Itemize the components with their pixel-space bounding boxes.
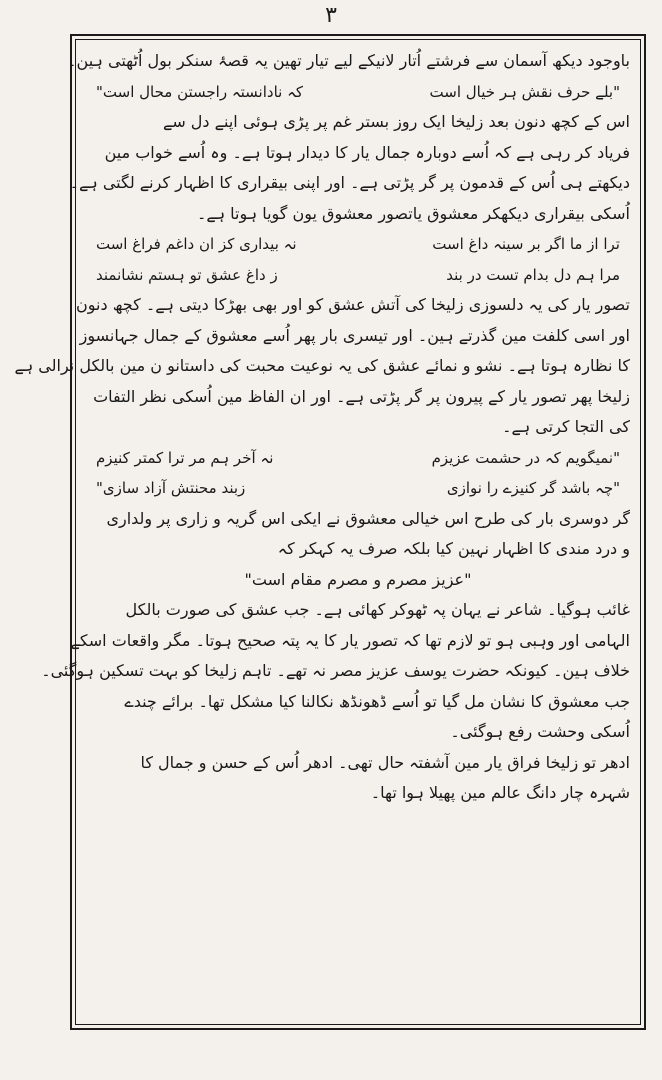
verse-second-half: ز داغ عشق تو ہستم نشانمند: [96, 265, 278, 284]
text-line: اُسکی بیقراری دیکھکر معشوق یاتصور معشوق یون گویا ہوتا ہے۔: [196, 203, 630, 223]
page-number: ۳: [325, 3, 337, 28]
verse-first-half: "چہ باشد گر کنیزے را نوازی: [446, 479, 620, 497]
verse-second-half: نہ بیداری کز ان داغم فراغ است: [96, 235, 297, 253]
text-line: شہرہ چار دانگ عالم مین پھیلا ہوا تھا۔: [370, 783, 630, 802]
verse-first-half: ترا از ما اگر بر سینہ داغ است: [432, 235, 620, 253]
text-line: اُسکی وحشت رفع ہوگئی۔: [450, 722, 630, 741]
page-body: [14, 46, 630, 809]
text-line: کا نظارہ ہوتا ہے۔ نشو و نمائے عشق کی یہ نوعیت محبت کی داستانو ن مین بالکل نرالی ہے: [14, 356, 630, 375]
centered-verse: "عزیز مصرم و مصرم مقام است": [244, 569, 472, 589]
paragraph: [86, 504, 630, 565]
verse-first-half: "نمیگویم کہ در حشمت عزیزم: [431, 448, 620, 467]
text-line: خلاف ہین۔ کیونکہ حضرت یوسف عزیز مصر نہ تھے۔ تاہم زلیخا کو بہت تسکین ہوگئی۔: [41, 661, 630, 680]
text-line: گر دوسری بار کی طرح اس خیالی معشوق نے ایکی اس گریہ و زاری پر ولداری: [106, 508, 630, 528]
text-line: باوجود دیکھ آسمان سے فرشتے اُتار لانیکے لیے تیار تھین یہ قصۂ سنکر بول اُٹھتی ہین۔: [67, 51, 630, 70]
paragraph: [41, 595, 630, 748]
verse-couplet: [86, 260, 630, 291]
text-line: زلیخا پھر تصور یار کے پیرون پر گر پڑتی ہے۔ اور ان الفاظ مین اُسکی نظر التفات: [93, 386, 630, 406]
verse-couplet: [86, 77, 630, 108]
paragraph: [14, 290, 630, 443]
text-line: اور اسی کلفت مین گذرتے ہین۔ اور تیسری بار پھر اُسے معشوق کے جمال جہانسوز: [79, 325, 630, 345]
paragraph: [86, 748, 630, 809]
text-line: غائب ہوگیا۔ شاعر نے یہان پہ ٹھوکر کھائی ہے۔ جب عشق کی صورت بالکل: [125, 600, 630, 619]
text-line: تصور یار کی یہ دلسوزی زلیخا کی آتش عشق کو اور بھی بھڑکا دیتی ہے۔ کچھ دنون: [76, 295, 630, 314]
verse-second-half: کہ نادانستہ راجستن محال است": [96, 82, 304, 101]
text-line: دیکھتے ہی اُس کے قدمون پر گر پڑتی ہے۔ اور اپنی بیقراری کا اظہار کرنے لگتی ہے۔: [69, 173, 630, 192]
paragraph: [69, 107, 630, 229]
verse-couplet: [86, 229, 630, 260]
text-line: فریاد کر رہی ہے کہ اُسے دوبارہ جمال یار کا دیدار ہوتا ہے۔ وہ اُسے خواب مین: [104, 142, 630, 162]
verse-first-half: "بلے حرف نقش ہر خیال است: [429, 82, 620, 101]
text-line: کی التجا کرتی ہے۔: [502, 417, 630, 436]
verse-first-half: مرا ہم دل بدام تست در بند: [446, 265, 620, 284]
verse-second-half: نہ آخر ہم مر ترا کمتر کنیزم: [96, 448, 274, 467]
text-line: ادھر تو زلیخا فراق یار مین آشفتہ حال تھی۔ ادھر اُس کے حسن و جمال کا: [140, 752, 630, 772]
verse-couplet: [86, 443, 630, 474]
text-line: الہامی اور وہبی ہو تو لازم تھا کہ تصور یار کا یہ پتہ صحیح ہوتا۔ مگر واقعات اسکے: [70, 630, 630, 650]
verse-couplet: [86, 473, 630, 504]
verse-second-half: زبند محنتش آزاد سازی": [96, 479, 246, 497]
paragraph: [67, 46, 630, 77]
text-frame: [14, 39, 641, 1025]
text-line: و درد مندی کا اظہار نہین کیا بلکہ صرف یہ کہکر کہ: [277, 539, 630, 558]
text-line: اس کے کچھ دنون بعد زلیخا ایک روز بستر غم پر پڑی ہوئی اپنے دل سے: [162, 112, 630, 131]
text-line: جب معشوق کا نشان مل گیا تو اُسے ڈھونڈھ نکالنا کیا مشکل تھا۔ برائے چندے: [124, 691, 630, 711]
